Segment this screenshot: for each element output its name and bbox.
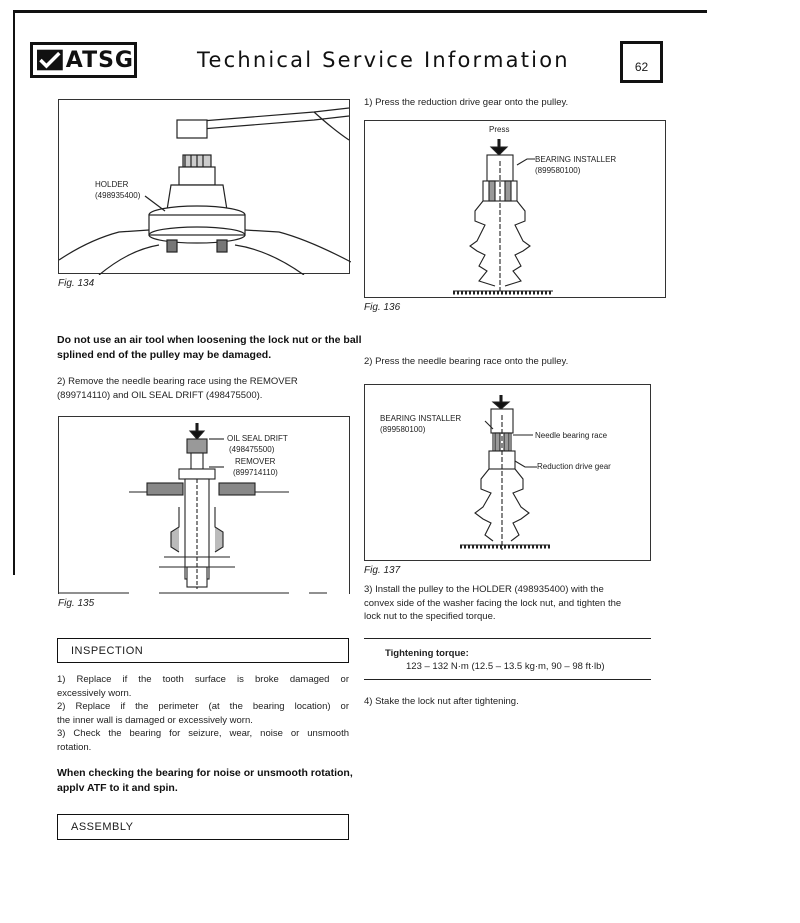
- remover-label: REMOVER: [235, 457, 276, 466]
- logo-text: ATSG: [65, 47, 134, 73]
- top-border-line: [13, 10, 707, 13]
- atsg-logo: [30, 42, 137, 78]
- oil-seal-drift-part-number: (498475500): [229, 445, 275, 454]
- needle-bearing-press-illustration: [365, 385, 652, 562]
- page-number-box: [620, 41, 663, 83]
- press-needle-step: 2) Press the needle bearing race onto the pulley.: [364, 356, 569, 367]
- bearing-installer-part-136: (899580100): [535, 166, 581, 175]
- figure-136-caption: Fig. 136: [364, 302, 401, 313]
- left-border-line: [13, 10, 15, 575]
- assembly-heading-box: [57, 814, 349, 840]
- stake-lock-nut-step: 4) Stake the lock nut after tightening.: [364, 696, 519, 707]
- inspection-heading-box: [57, 638, 349, 663]
- bearing-installer-label-137: BEARING INSTALLER: [380, 414, 462, 423]
- torque-bottom-rule: [364, 679, 651, 680]
- tightening-torque-value: 123 – 132 N·m (12.5 – 13.5 kg·m, 90 – 98 ft·lb): [406, 661, 605, 672]
- checkmark-icon: [37, 48, 63, 72]
- inspection-item-3-line-1: 3) Check the bearing for seizure, wear, noise or unsmooth: [57, 728, 349, 739]
- figure-134: [58, 99, 350, 274]
- air-tool-warning-line-1: Do not use an air tool when loosening the lock nut or the ball: [57, 334, 362, 346]
- inspection-note-line-2: applv ATF to it and spin.: [57, 782, 178, 794]
- inspection-heading: INSPECTION: [71, 644, 144, 657]
- remover-part-number: (899714110): [233, 468, 278, 477]
- figure-135: [58, 416, 350, 594]
- oil-seal-drift-illustration: [59, 417, 351, 595]
- bearing-installer-label-136: BEARING INSTALLER: [535, 155, 617, 164]
- page-number: 62: [634, 60, 649, 74]
- inspection-note-line-1: When checking the bearing for noise or unsmooth rotation,: [57, 767, 353, 779]
- reduction-drive-gear-label: Reduction drive gear: [537, 462, 611, 471]
- bearing-installer-part-137: (899580100): [380, 425, 426, 434]
- holder-part-number: (498935400): [95, 191, 141, 200]
- figure-134-caption: Fig. 134: [58, 278, 95, 289]
- inspection-item-1-line-1: 1) Replace if the tooth surface is broke damaged or: [57, 674, 349, 685]
- torque-top-rule: [364, 638, 651, 639]
- tightening-torque-title: Tightening torque:: [385, 648, 469, 659]
- inspection-item-3-line-2: rotation.: [57, 742, 92, 753]
- figure-136: [364, 120, 666, 298]
- remove-step-line-2: (899714110) and OIL SEAL DRIFT (498475500).: [57, 390, 263, 401]
- bearing-installer-press-illustration: [365, 121, 667, 299]
- inspection-item-2-line-1: 2) Replace if the perimeter (at the bearing location) or: [57, 701, 349, 712]
- page-title: Technical Service Information: [197, 48, 570, 72]
- assembly-heading: ASSEMBLY: [71, 821, 134, 833]
- figure-135-caption: Fig. 135: [58, 598, 95, 609]
- press-label: Press: [489, 125, 510, 134]
- figure-137-caption: Fig. 137: [364, 565, 401, 576]
- inspection-item-2-line-2: the inner wall is damaged or excessively worn.: [57, 715, 253, 726]
- figure-137: [364, 384, 651, 561]
- oil-seal-drift-label: OIL SEAL DRIFT: [227, 434, 288, 443]
- install-step-line-2: convex side of the washer facing the lock nut, and tighten the: [364, 598, 622, 609]
- install-step-line-3: lock nut to the specified torque.: [364, 611, 496, 622]
- holder-label: HOLDER: [95, 180, 129, 189]
- air-tool-warning-line-2: splined end of the pulley may be damaged.: [57, 349, 272, 361]
- needle-bearing-race-label: Needle bearing race: [535, 431, 608, 440]
- install-step-line-1: 3) Install the pulley to the HOLDER (498935400) with the: [364, 584, 604, 595]
- remove-step-line-1: 2) Remove the needle bearing race using the REMOVER: [57, 376, 298, 387]
- press-gear-step: 1) Press the reduction drive gear onto the pulley.: [364, 97, 569, 108]
- inspection-item-1-line-2: excessively worn.: [57, 688, 132, 699]
